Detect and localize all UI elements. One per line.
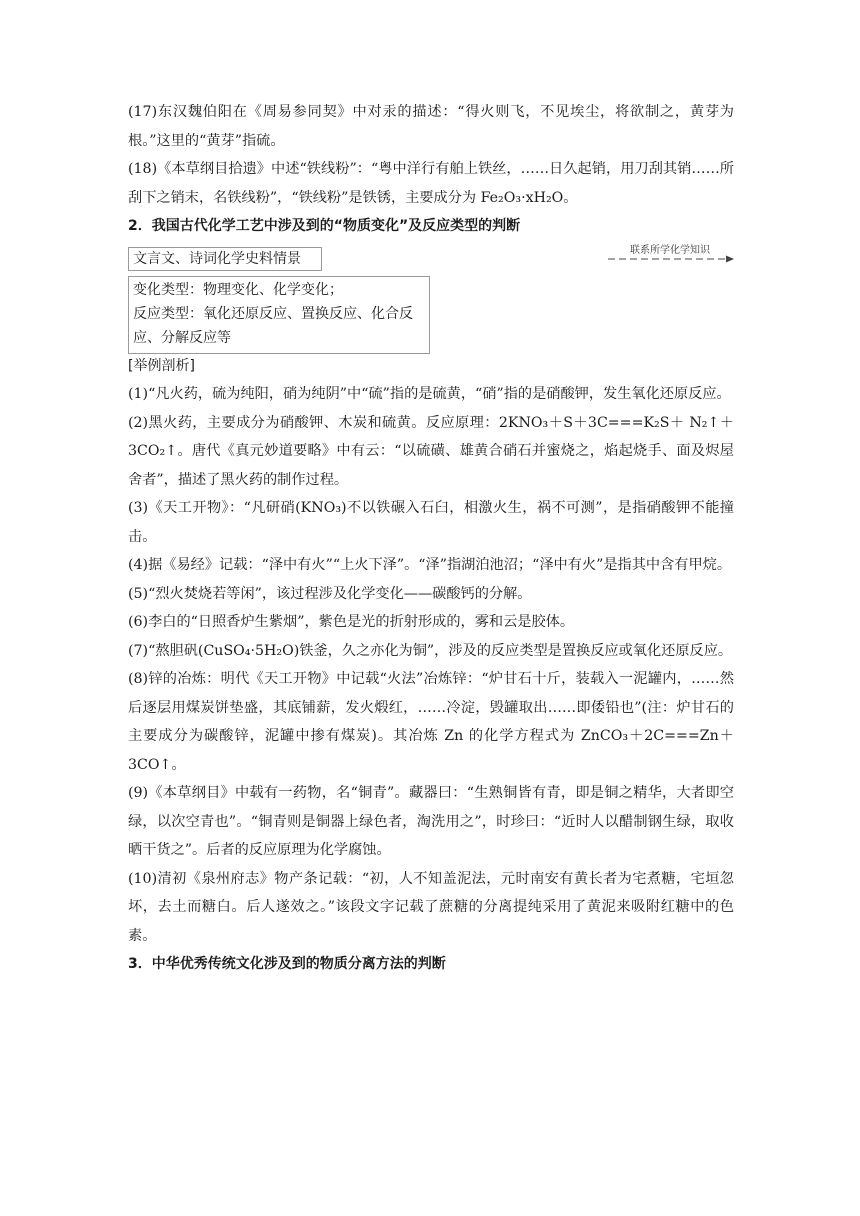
item-18-formula: Fe₂O₃·xH₂O <box>480 189 564 206</box>
example-2-text-b: 。唐代《真元妙道要略》中有云：“以硫磺、雄黄合硝石并蜜烧之，焰起烧手、面及烬屋舍者”，描述了黑火药的制作过程。 <box>128 443 734 488</box>
example-7: (7)“熬胆矾(CuSO₄·5H₂O)铁釜，久之亦化为铜”，涉及的反应类型是置换反应或氧化还原反应。 <box>128 642 733 659</box>
section-2-flow-diagram <box>128 240 734 352</box>
section-2-heading: 2．我国古代化学工艺中涉及到的“物质变化”及反应类型的判断 <box>128 218 521 234</box>
example-10: (10)清初《泉州府志》物产条记载：“初，人不知盖泥法，元时南安有黄长者为宅煮糖，宅垣忽坏，去土而糖白。后人遂效之。”该段文字记载了蔗糖的分离提纯采用了黄泥来吸附红糖中的色素。 <box>128 870 734 944</box>
arrow-label: 联系所学化学知识 <box>630 245 710 256</box>
section-3-heading: 3．中华优秀传统文化涉及到的物质分离方法的判断 <box>128 956 446 972</box>
example-2-text-a: (2)黑火药，主要成分为硝酸钾、木炭和硫黄。反应原理： <box>128 414 499 431</box>
examples-tag: [举例剖析] <box>128 358 195 374</box>
example-8-text-b: 。 <box>171 756 186 773</box>
knowledge-box-line-1: 变化类型：物理变化、化学变化； <box>133 282 343 298</box>
knowledge-box-line-2: 反应类型：氧化还原反应、置换反应、化合反应、分解反应等 <box>133 306 413 346</box>
example-2-equation: 2KNO₃＋S＋3C===K₂S＋ N₂↑＋3CO₂↑ <box>128 414 734 459</box>
example-6: (6)李白的“日照香炉生紫烟”，紫色是光的折射形成的，雾和云是胶体。 <box>128 614 575 630</box>
example-8-equation: ZnCO₃＋2C===Zn＋3CO↑ <box>128 728 734 773</box>
item-18-end: 。 <box>563 189 578 206</box>
example-5: (5)“烈火焚烧若等闲”，该过程涉及化学变化——碳酸钙的分解。 <box>128 585 532 602</box>
example-4: (4)据《易经》记载：“泽中有火”“上火下泽”。“泽”指湖泊池沼；“泽中有火”是指其中含有甲烷。 <box>128 557 732 573</box>
item-18-text: (18)《本草纲目拾遗》中述“铁线粉”：“粤中洋行有舶上铁丝，……日久起销，用刀刮其销……所刮下之销末，名铁线粉”，“铁线粉”是铁锈，主要成分为 <box>128 161 734 206</box>
example-9: (9)《本草纲目》中载有一药物，名“铜青”。藏器曰：“生熟铜皆有青，即是铜之精华，大者即空绿，以次空青也”。“铜青则是铜器上绿色者，淘洗用之”，时珍曰：“近时人以醋制钢生绿，取收晒干货之”。后者的反应原理为化学腐蚀。 <box>128 785 734 858</box>
example-1: (1)“凡火药，硫为纯阳，硝为纯阴”中“硫”指的是硫黄，“硝”指的是硝酸钾，发生氧化还原反应。 <box>128 386 731 402</box>
right-arrow-icon <box>608 252 734 266</box>
source-box: 文言文、诗词化学史料情景 <box>128 247 322 271</box>
knowledge-box <box>128 276 430 354</box>
example-8-text-a: (8)锌的冶炼：明代《天工开物》中记载“火法”冶炼锌：“炉甘石十斤，装载入一泥罐内，……然后逐层用煤炭饼垫盛，其底铺薪，发火煅红，……冷淀，毁罐取出……即倭铅也”(注：炉甘石的主要成分为碳酸锌，泥罐中掺有煤炭)。其冶炼 Zn 的化学方程式为 <box>128 671 734 744</box>
example-8 <box>128 665 734 779</box>
example-2 <box>128 409 734 495</box>
item-17: (17)东汉魏伯阳在《周易参同契》中对汞的描述：“得火则飞，不见埃尘，将欲制之，黄芽为根。”这里的“黄芽”指硫。 <box>128 104 734 149</box>
item-18 <box>128 155 734 212</box>
example-3: (3)《天工开物》：“凡研硝(KNO₃)不以铁碾入石臼，相激火生，祸不可测”，是指硝酸钾不能撞击。 <box>128 500 734 545</box>
document-page <box>128 98 734 978</box>
